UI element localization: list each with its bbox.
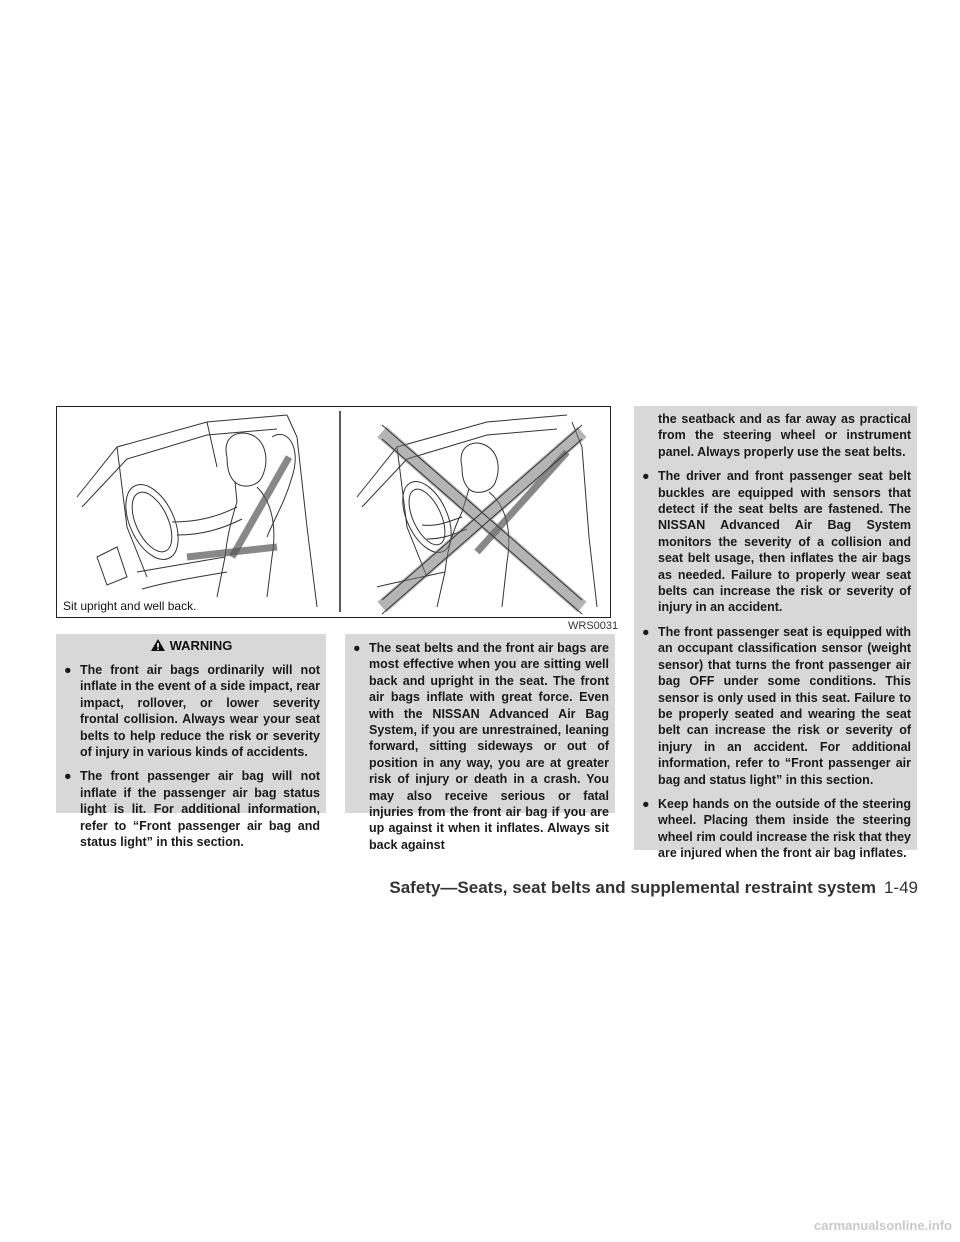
list-item bbox=[640, 796, 911, 862]
list-item-text: The driver and front passenger seat belt buckles are equipped with sensors that detect if the seat belts are fastened. The NISSAN Advanced Air Bag System monitors the severity of a collision and seat belt usage, then inflates the air bags as needed. Failure to properly wear seat belts can increase the risk or severity of injury in an accident. bbox=[658, 469, 911, 615]
section-title: Safety—Seats, seat belts and supplemental restraint system bbox=[389, 878, 876, 897]
warning-column-3 bbox=[634, 406, 917, 861]
warning-triangle-icon bbox=[150, 638, 166, 652]
watermark: carmanualsonline.info bbox=[814, 1218, 952, 1233]
figure-code: WRS0031 bbox=[568, 620, 619, 632]
list-item-text: The front passenger seat is equipped with an occupant classification sensor (weight sensor) that turns the front passenger air bag OFF under some conditions. This sensor is only used in this seat. Failure to be properly seated and wearing the seat belt can increase the risk or severity of injury in an accident. For additional information, refer to “Front passenger air bag and status light” in this section. bbox=[658, 624, 911, 787]
list-item bbox=[640, 624, 911, 788]
bullet-icon: ● bbox=[642, 624, 650, 639]
correct-posture-drawing bbox=[77, 415, 317, 607]
list-item-text: Keep hands on the outside of the steering wheel. Placing them inside the steering wheel rim could increase the risk that they are injured when the front air bag inflates. bbox=[658, 796, 911, 861]
warning-column-1 bbox=[56, 656, 326, 850]
list-item-text: The front passenger air bag will not inflate if the passenger air bag status light is lit. For additional information, refer to “Front passenger air bag and status light” in this section. bbox=[80, 769, 320, 850]
list-item bbox=[640, 468, 911, 616]
bullet-icon: ● bbox=[64, 663, 72, 677]
bullet-icon: ● bbox=[642, 469, 650, 484]
list-item bbox=[62, 768, 320, 850]
figure-caption: Sit upright and well back. bbox=[63, 599, 197, 613]
bullet-icon: ● bbox=[353, 641, 361, 655]
list-item bbox=[351, 640, 609, 853]
cross-mark-icon bbox=[382, 432, 582, 607]
page-footer bbox=[389, 878, 918, 898]
warning-title: WARNING bbox=[169, 637, 233, 653]
seating-posture-illustration bbox=[57, 407, 609, 616]
warning-header bbox=[56, 634, 326, 656]
bullet-icon: ● bbox=[64, 769, 72, 784]
warning-column-2 bbox=[345, 634, 615, 852]
list-item-text: The front air bags ordinarily will not inflate in the event of a side impact, rear impact, rollover, or lower severity frontal collision. Always wear your seat belts to help reduce the risk or severity of injury in various kinds of accidents. bbox=[80, 663, 320, 760]
bullet-icon: ● bbox=[642, 796, 650, 811]
illustration-figure bbox=[56, 406, 611, 618]
page-number: 1-49 bbox=[883, 878, 918, 897]
list-item bbox=[62, 662, 320, 760]
list-item-text: The seat belts and the front air bags are most effective when you are sitting well back and upright in the seat. The front air bags inflate with great force. Even with the NISSAN Advanced Air Bag System, if you are unrestrained, leaning forward, sitting sideways or out of position in any way, you are at greater risk of injury or death in a crash. You may also receive serious or fatal injuries from the front air bag if you are up against it when it inflates. Always sit back against bbox=[369, 641, 609, 852]
continuation-text: the seatback and as far away as practical from the steering wheel or instrument panel. Always properly use the seat belts. bbox=[658, 412, 911, 459]
